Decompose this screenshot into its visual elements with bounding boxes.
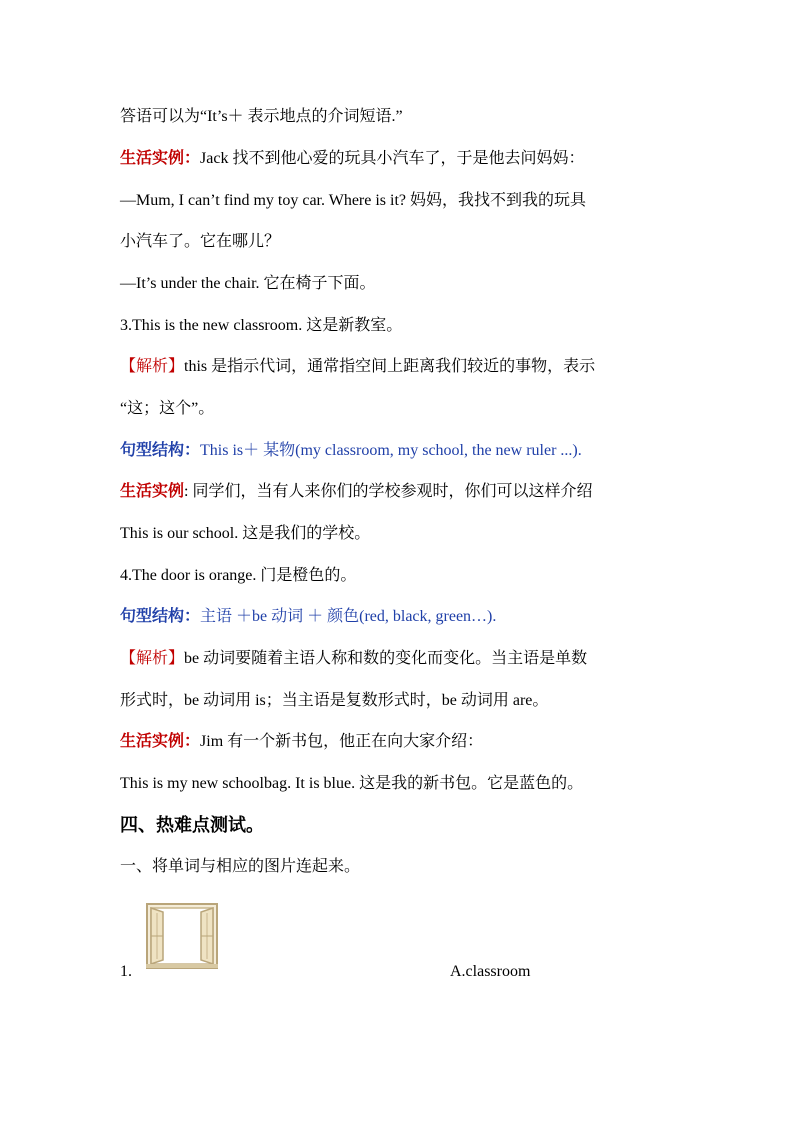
section-heading: 四、热难点测试。 [120, 815, 264, 835]
text-line: 形式时，be 动词用 is；当主语是复数形式时，be 动词用 are。 [120, 692, 549, 709]
label-structure: 句型结构： [120, 608, 201, 625]
label-example: 生活实例： [120, 733, 201, 750]
text: 主语 ＋be 动词 ＋ 颜色(red, black, green…). [200, 608, 497, 625]
text: This is＋ 某物(my classroom, my school, the new ruler ...). [200, 442, 582, 459]
text-line: —It’s under the chair. 它在椅子下面。 [120, 275, 376, 292]
text: Jim 有一个新书包，他正在向大家介绍： [200, 733, 484, 750]
text-line: 4.The door is orange. 门是橙色的。 [120, 567, 357, 584]
text-line [120, 356, 680, 378]
exercise-title: 一、将单词与相应的图片连起来。 [120, 858, 361, 875]
label-analysis: 【解析】 [120, 650, 185, 667]
text: this 是指示代词，通常指空间上距离我们较近的事物，表示 [184, 358, 596, 375]
window-icon [146, 903, 218, 969]
text: : 同学们，当有人来你们的学校参观时，你们可以这样介绍 [184, 483, 593, 500]
text-line: 3.This is the new classroom. 这是新教室。 [120, 317, 403, 334]
option-a: A.classroom [450, 963, 531, 980]
text-line: 答语可以为“It’s＋ 表示地点的介词短语.” [120, 108, 403, 125]
label-example: 生活实例： [120, 150, 201, 167]
text-line [120, 148, 680, 170]
text-line [120, 481, 680, 503]
text: Jack 找不到他心爱的玩具小汽车了，于是他去问妈妈： [200, 150, 585, 167]
text-line: 小汽车了。它在哪儿？ [120, 233, 281, 250]
text-line [120, 606, 680, 628]
label-analysis: 【解析】 [120, 358, 185, 375]
text-line: —Mum, I can’t find my toy car. Where is it? 妈妈，我找不到我的玩具 [120, 192, 587, 209]
text-line [120, 731, 680, 753]
text-line: This is our school. 这是我们的学校。 [120, 525, 371, 542]
text-line: “这；这个”。 [120, 400, 215, 417]
text-line: This is my new schoolbag. It is blue. 这是我的新书包。它是蓝色的。 [120, 775, 584, 792]
item-number: 1. [120, 963, 132, 980]
label-example: 生活实例 [120, 483, 185, 500]
label-structure: 句型结构： [120, 442, 201, 459]
text: be 动词要随着主语人称和数的变化而变化。当主语是单数 [184, 650, 588, 667]
text-line [120, 648, 680, 670]
text-line [120, 440, 680, 462]
